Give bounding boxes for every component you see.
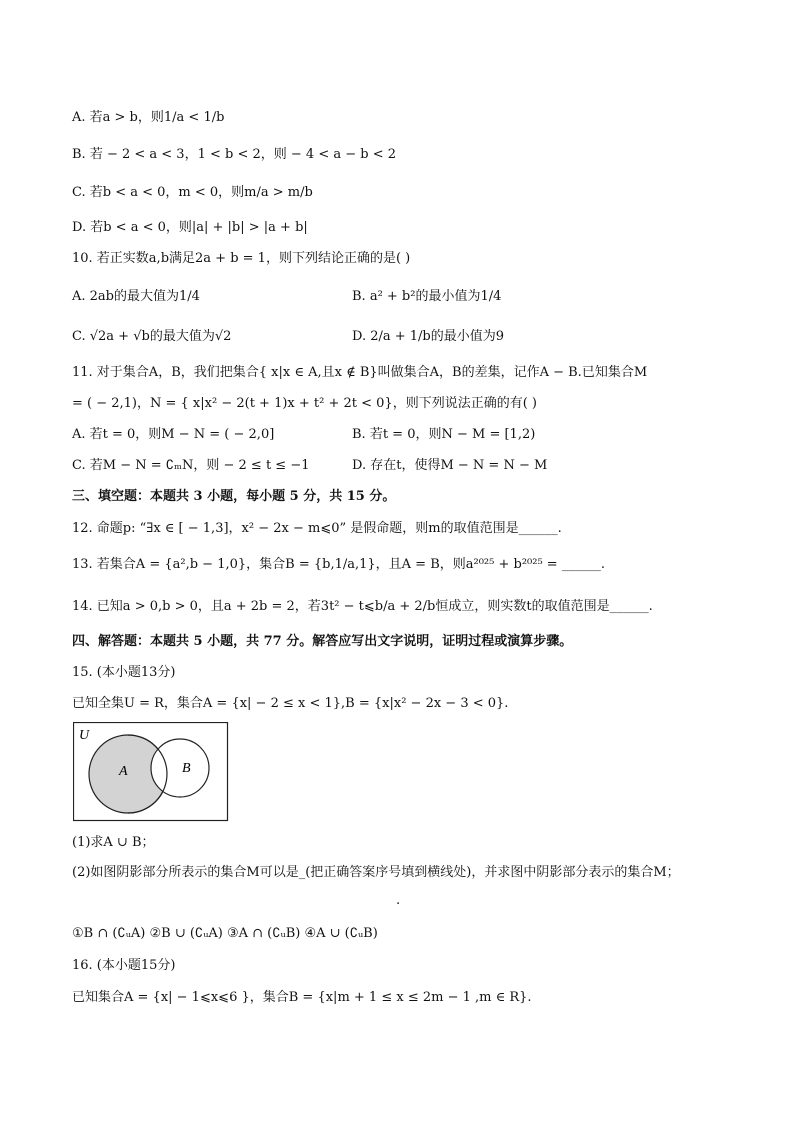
venn-label-b: B [182, 761, 191, 776]
q15-choices: ①B ∩ (∁ᵤA) ②B ∪ (∁ᵤA) ③A ∩ (∁ᵤB) ④A ∪ (∁ᵤB) [72, 926, 378, 941]
q11-option-d: D. 存在t，使得M − N = N − M [352, 458, 548, 473]
q10-stem: 10. 若正实数a,b满足2a + b = 1，则下列结论正确的是( ) [72, 251, 411, 266]
q16-stem: 已知集合A = {x| − 1⩽x⩽6 }，集合B = {x|m + 1 ≤ x ≤ 2m − 1 ,m ∈ R}. [72, 990, 532, 1005]
q15-part1: (1)求A ∪ B； [72, 835, 155, 850]
q9-option-d: D. 若b < a < 0，则|a| + |b| > |a + b| [72, 220, 308, 235]
q15-part2: (2)如图阴影部分所表示的集合M可以是_(把正确答案序号填到横线处)，并求图中阴影部分表示的集合M； [72, 865, 680, 880]
q13-text: 13. 若集合A = {a²,b − 1,0}，集合B = {b,1/a,1}，且A = B，则a²⁰²⁵ + b²⁰²⁵ = ______. [72, 557, 605, 572]
q11-option-c: C. 若M − N = ∁ₘN，则 − 2 ≤ t ≤ −1 [72, 458, 310, 473]
q14-text: 14. 已知a > 0,b > 0，且a + 2b = 2，若3t² − t⩽b/a + 2/b恒成立，则实数t的取值范围是______. [72, 599, 653, 614]
q11-stem-line1: 11. 对于集合A，B，我们把集合{ x|x ∈ A,且x ∉ B}叫做集合A，B的差集，记作A − B.已知集合M [72, 365, 648, 380]
q10-option-a: A. 2ab的最大值为1/4 [72, 289, 200, 304]
q10-option-c: C. √2a + √b的最大值为√2 [72, 329, 232, 344]
q11-option-b: B. 若t = 0，则N − M = [1,2) [352, 427, 536, 442]
section-fill-in-heading: 三、填空题：本题共 3 小题，每小题 5 分，共 15 分。 [72, 489, 396, 504]
set-b-circle [151, 739, 209, 797]
venn-label-a: A [119, 764, 128, 779]
venn-diagram [73, 722, 229, 822]
q10-option-d: D. 2/a + 1/b的最小值为9 [352, 329, 505, 344]
q9-option-a: A. 若a > b，则1/a < 1/b [72, 110, 225, 125]
q9-option-c: C. 若b < a < 0，m < 0，则m/a > m/b [72, 185, 313, 200]
q15-stem: 已知全集U = R，集合A = {x| − 2 ≤ x < 1},B = {x|x² − 2x − 3 < 0}. [72, 696, 509, 711]
q11-option-a: A. 若t = 0，则M − N = ( − 2,0] [72, 427, 275, 442]
q11-stem-line2: = ( − 2,1)，N = { x|x² − 2(t + 1)x + t² + 2t < 0}，则下列说法正确的有( ) [72, 396, 537, 411]
q9-option-b: B. 若 − 2 < a < 3，1 < b < 2，则 − 4 < a − b < 2 [72, 147, 397, 162]
q15-title: 15. (本小题13分) [72, 665, 176, 680]
section-answer-heading: 四、解答题：本题共 5 小题，共 77 分。解答应写出文字说明，证明过程或演算步骤。 [72, 634, 573, 649]
q16-title: 16. (本小题15分) [72, 958, 176, 973]
venn-label-u: U [79, 728, 90, 743]
answer-blank-dot: . [396, 893, 401, 908]
q10-option-b: B. a² + b²的最小值为1/4 [352, 289, 502, 304]
q12-text: 12. 命题p: “∃x ∈ [ − 1,3]，x² − 2x − m⩽0” 是假命题，则m的取值范围是______. [72, 521, 562, 536]
